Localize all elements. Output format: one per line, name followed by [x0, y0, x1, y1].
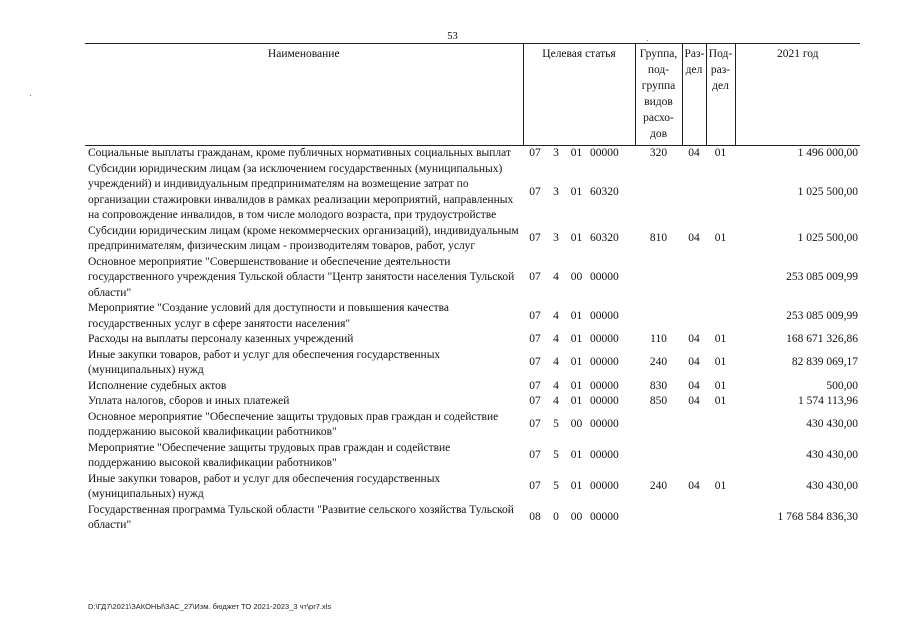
- row-amount: 1 768 584 836,30: [777, 511, 858, 524]
- row-amount: 430 430,00: [806, 480, 858, 493]
- row-name: Иные закупки товаров, работ и услуг для обеспечения государственных (муниципальных) нужд: [88, 348, 441, 376]
- scan-speck: [647, 40, 648, 41]
- row-code-direction: 00000: [590, 480, 619, 493]
- row-expense-group: 240: [649, 480, 668, 493]
- row-amount: 253 085 009,99: [786, 271, 858, 283]
- row-section: [682, 301, 706, 332]
- row-subsection: [706, 301, 735, 332]
- row-name: Государственная программа Тульской области "Развитие сельского хозяйства Тульской области": [88, 503, 514, 531]
- row-code-direction: 00000: [590, 356, 619, 369]
- table-row: [85, 146, 860, 162]
- row-amount: 253 085 009,99: [786, 309, 858, 322]
- table-row: [85, 224, 860, 255]
- row-section: 04: [688, 379, 700, 392]
- row-code-event: 01: [570, 379, 583, 392]
- row-expense-group: [635, 503, 682, 534]
- row-code-direction: 60320: [590, 232, 619, 245]
- row-name: Социальные выплаты гражданам, кроме публичных нормативных социальных выплат: [88, 147, 511, 159]
- row-code-direction: 00000: [590, 449, 619, 462]
- table-row: [85, 255, 860, 302]
- header-year: 2021 год: [735, 44, 860, 146]
- row-code-direction: 00000: [590, 309, 619, 322]
- row-code-event: 01: [570, 309, 583, 322]
- row-code-program: 07: [529, 449, 541, 462]
- row-amount: 430 430,00: [806, 418, 858, 431]
- row-expense-group: [635, 162, 682, 224]
- table-row: [85, 503, 860, 534]
- row-name: Субсидии юридическим лицам (за исключением государственных (муниципальных) учреждений) и индивидуальным предпринимателям на возмещение затрат по организации стажировки инвалидов в рамках реализации мероприятий, направленных на сопровождение инвалидов, в том числе молодого возраста, при трудоустройстве: [88, 162, 514, 221]
- row-code-program: 07: [529, 395, 541, 407]
- row-section: [682, 441, 706, 472]
- row-subsection: 01: [714, 147, 727, 159]
- row-code-direction: 00000: [590, 511, 619, 524]
- row-code-direction: 00000: [590, 333, 619, 345]
- file-path-footer: D:\ГД7\2021\ЗАКОНЫ\ЗАС_27\Изм. бюджет ТО 2021-2023_3 чт\pr7.xls: [88, 602, 332, 611]
- row-amount: 1 574 113,96: [798, 395, 858, 407]
- row-code-program: 07: [529, 271, 541, 283]
- row-code-event: 00: [570, 418, 583, 431]
- row-subsection: 01: [714, 232, 727, 245]
- row-code-program: 07: [529, 232, 541, 245]
- row-subsection: 01: [714, 379, 727, 392]
- row-name: Расходы на выплаты персоналу казенных учреждений: [88, 333, 354, 345]
- table-row: [85, 394, 860, 410]
- row-code-direction: 00000: [590, 147, 619, 159]
- row-section: 04: [688, 395, 700, 407]
- row-name: Уплата налогов, сборов и иных платежей: [88, 395, 290, 407]
- row-section: 04: [688, 356, 700, 369]
- row-code-subprogram: 4: [553, 309, 559, 322]
- row-code-program: 07: [529, 418, 541, 431]
- row-subsection: [706, 162, 735, 224]
- row-section: [682, 503, 706, 534]
- row-name: Основное мероприятие "Обеспечение защиты трудовых прав граждан и содействие поддержанию высокой квалификации работников": [88, 410, 499, 438]
- header-target-article: Целевая статья: [523, 44, 635, 146]
- table-row: [85, 348, 860, 379]
- table-row: [85, 472, 860, 503]
- row-code-event: 00: [570, 271, 583, 283]
- table-row: [85, 301, 860, 332]
- row-code-subprogram: 3: [553, 232, 559, 245]
- row-amount: 168 671 326,86: [786, 333, 858, 345]
- row-name: Иные закупки товаров, работ и услуг для обеспечения государственных (муниципальных) нужд: [88, 472, 441, 500]
- row-subsection: 01: [714, 356, 727, 369]
- row-code-subprogram: 3: [553, 147, 559, 159]
- row-code-event: 01: [570, 449, 583, 462]
- row-code-direction: 00000: [590, 379, 619, 392]
- table-header: [85, 44, 860, 146]
- table-row: [85, 441, 860, 472]
- row-code-event: 00: [570, 511, 583, 524]
- row-section: 04: [688, 147, 700, 159]
- row-code-subprogram: 4: [553, 271, 559, 283]
- row-amount: 1 496 000,00: [797, 147, 858, 159]
- row-code-event: 01: [570, 232, 583, 245]
- row-code-subprogram: 5: [553, 480, 559, 493]
- row-subsection: [706, 441, 735, 472]
- table-body: [85, 146, 860, 534]
- row-code-subprogram: 3: [553, 185, 559, 198]
- row-section: 04: [688, 333, 700, 345]
- row-expense-group: [635, 441, 682, 472]
- row-code-subprogram: 5: [553, 449, 559, 462]
- table-row: [85, 332, 860, 348]
- row-code-program: 07: [529, 480, 541, 493]
- row-code-event: 01: [570, 356, 583, 369]
- row-code-program: 07: [529, 379, 541, 392]
- row-expense-group: [635, 255, 682, 302]
- row-code-subprogram: 4: [553, 333, 559, 345]
- row-code-event: 01: [570, 480, 583, 493]
- row-expense-group: [635, 301, 682, 332]
- row-amount: 1 025 500,00: [797, 232, 858, 245]
- row-subsection: 01: [714, 480, 727, 493]
- row-code-program: 07: [529, 309, 541, 322]
- header-name: Наименование: [85, 44, 523, 146]
- row-code-program: 07: [529, 147, 541, 159]
- row-section: [682, 162, 706, 224]
- row-code-direction: 60320: [590, 185, 619, 198]
- row-expense-group: 830: [649, 379, 668, 392]
- row-expense-group: 850: [649, 395, 668, 407]
- row-code-direction: 00000: [590, 271, 619, 283]
- row-name: Основное мероприятие "Совершенствование и обеспечение деятельности государственного учреждения Тульской области "Центр занятости населения Тульской области": [88, 255, 515, 299]
- row-name: Мероприятие "Создание условий для доступности и повышения качества государственных услуг в сфере занятости населения": [88, 302, 449, 330]
- row-subsection: 01: [714, 333, 727, 345]
- row-subsection: [706, 503, 735, 534]
- row-subsection: [706, 255, 735, 302]
- row-subsection: 01: [714, 395, 727, 407]
- row-section: [682, 255, 706, 302]
- header-subsection: Под- раз- дел: [706, 44, 735, 146]
- row-expense-group: 320: [649, 147, 668, 159]
- row-section: 04: [688, 480, 700, 493]
- budget-table: [85, 43, 860, 534]
- row-code-subprogram: 4: [553, 379, 559, 392]
- row-expense-group: 240: [649, 356, 668, 369]
- row-code-program: 08: [529, 511, 541, 524]
- row-code-event: 01: [570, 147, 583, 159]
- row-code-program: 07: [529, 333, 541, 345]
- row-name: Исполнение судебных актов: [88, 379, 227, 392]
- row-code-program: 07: [529, 356, 541, 369]
- row-code-event: 01: [570, 185, 583, 198]
- row-amount: 1 025 500,00: [797, 185, 858, 198]
- row-section: [682, 410, 706, 441]
- row-amount: 430 430,00: [806, 449, 858, 462]
- row-amount: 500,00: [826, 379, 858, 392]
- row-code-subprogram: 5: [553, 418, 559, 431]
- header-group: Группа, под- группа видов расхо- дов: [635, 44, 682, 146]
- row-code-event: 01: [570, 395, 583, 407]
- row-subsection: [706, 410, 735, 441]
- row-code-subprogram: 4: [553, 356, 559, 369]
- table-row: [85, 379, 860, 395]
- scan-speck: [30, 95, 31, 96]
- row-code-subprogram: 0: [553, 511, 559, 524]
- row-name: Мероприятие "Обеспечение защиты трудовых прав граждан и содействие поддержанию высокой квалификации работников": [88, 441, 451, 469]
- row-amount: 82 839 069,17: [791, 356, 858, 369]
- row-section: 04: [688, 232, 700, 245]
- row-expense-group: 810: [649, 232, 668, 245]
- table-row: [85, 410, 860, 441]
- row-expense-group: 110: [650, 333, 667, 345]
- page-number: 53: [447, 31, 458, 42]
- row-code-direction: 00000: [590, 418, 619, 431]
- row-code-program: 07: [529, 185, 541, 198]
- header-section: Раз- дел: [682, 44, 706, 146]
- row-name: Субсидии юридическим лицам (кроме некоммерческих организаций), индивидуальным предпринимателям, физическим лицам - производителям товаров, работ, услуг: [88, 224, 519, 252]
- row-code-subprogram: 4: [553, 395, 559, 407]
- row-code-direction: 00000: [590, 395, 619, 407]
- row-code-event: 01: [570, 333, 583, 345]
- row-expense-group: [635, 410, 682, 441]
- table-row: [85, 162, 860, 224]
